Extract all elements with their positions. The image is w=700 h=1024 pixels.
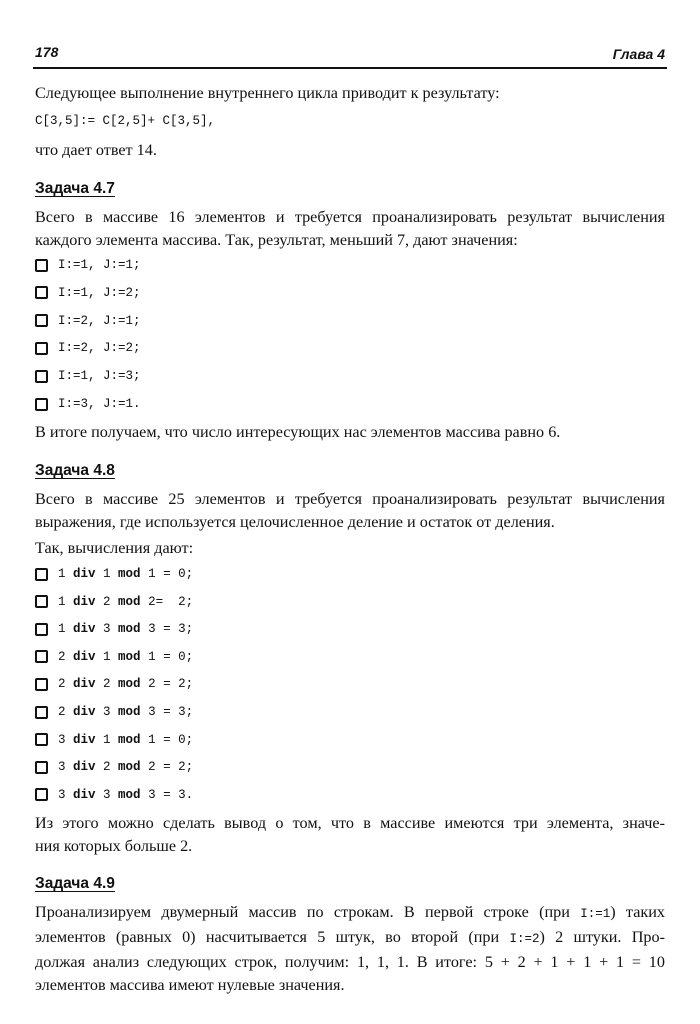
keyword: div (65, 567, 96, 581)
task-4-9-heading: Задача 4.9 (35, 875, 115, 892)
list-item (35, 650, 193, 664)
expression-part: 1 = 0; (140, 732, 194, 747)
list-item-text: I:=1, J:=1; (58, 258, 141, 272)
keyword: mod (110, 649, 141, 664)
task-4-8-heading: Задача 4.8 (35, 462, 115, 479)
keyword: mod (110, 787, 141, 802)
list-item (35, 760, 193, 774)
task-4-8-paragraph (35, 488, 665, 534)
expression-part: 1 (58, 622, 66, 637)
text-segment: ) таких (610, 903, 665, 921)
paragraph-line: каждого элемента массива. Так, результат, меньший 7, дают значения: (35, 231, 518, 249)
keyword: div (65, 732, 96, 747)
task-4-7-paragraph (35, 206, 665, 252)
keyword: mod (110, 760, 141, 775)
expression-part: 3 = 3; (140, 705, 194, 719)
expression-part: 3 (58, 760, 66, 775)
expression-part: 3 (95, 787, 111, 802)
expression-part: 1 (95, 732, 111, 747)
list-item (35, 314, 141, 328)
intro-answer: что дает ответ 14. (35, 141, 157, 159)
keyword: mod (110, 732, 141, 747)
intro-code: C[3,5]:= C[2,5]+ C[3,5], (35, 114, 216, 128)
keyword: div (65, 594, 96, 609)
list-item-text: I:=1, J:=2; (58, 285, 141, 300)
text-segment: должая анализ следующих строк, получим: 1, 1, 1. В итоге: 5 + 2 + 1 + 1 + 1 = 10 (35, 953, 665, 971)
expression-part: 1 = 0; (140, 567, 194, 581)
list-item (35, 595, 193, 609)
keyword: div (65, 622, 96, 637)
checkbox-bullet-icon (35, 286, 48, 299)
checkbox-bullet-icon (35, 706, 48, 719)
task-4-9-paragraph (35, 901, 665, 997)
keyword: mod (110, 705, 141, 719)
expression-part: 2 (58, 677, 66, 692)
checkbox-bullet-icon (35, 342, 48, 355)
list-item-text: I:=1, J:=3; (58, 369, 141, 384)
chapter-label: Глава 4 (612, 46, 665, 62)
list-item (35, 369, 141, 383)
expression-part: 2 (95, 677, 111, 692)
list-item (35, 622, 193, 636)
expression-part: 2 = 2; (140, 677, 194, 692)
text-segment: ) 2 штуки. Про- (539, 928, 665, 946)
list-item (35, 705, 193, 719)
list-item (35, 397, 141, 411)
expression-part: 3 = 3; (140, 622, 194, 637)
paragraph-line (35, 951, 665, 974)
text-segment: Проанализируем двумерный массив по строкам. В первой строке (при (35, 903, 581, 921)
checkbox-bullet-icon (35, 733, 48, 746)
paragraph-line (35, 926, 665, 951)
header-rule (33, 67, 667, 69)
paragraph-line (35, 974, 665, 997)
expression-part: 2 (95, 594, 111, 609)
expression-part: 2= 2; (140, 594, 194, 609)
expression-part: 1 (58, 594, 66, 609)
paragraph-line: Всего в массиве 16 элементов и требуется проанализировать результат вычисления (35, 208, 665, 226)
list-item (35, 567, 193, 581)
list-item (35, 733, 193, 747)
list-item-text: I:=2, J:=2; (58, 341, 141, 356)
expression-part: 2 (58, 705, 66, 719)
paragraph-line: ния которых больше 2. (35, 837, 193, 855)
expression-part: 2 (95, 760, 111, 775)
expression-part: 3 = 3. (140, 787, 194, 802)
keyword: mod (110, 594, 141, 609)
expression-part: 2 = 2; (140, 760, 194, 775)
task-4-7-heading: Задача 4.7 (35, 180, 115, 197)
expression-part: 1 (95, 567, 111, 581)
keyword: mod (110, 622, 141, 637)
checkbox-bullet-icon (35, 314, 48, 327)
list-item (35, 677, 193, 691)
task-4-8-lead: Так, вычисления дают: (35, 539, 194, 557)
paragraph-line: выражения, где используется целочисленное деление и остаток от деления. (35, 513, 555, 531)
intro-text: Следующее выполнение внутреннего цикла приводит к результату: (35, 84, 500, 102)
inline-code: I:=2 (509, 932, 540, 946)
checkbox-bullet-icon (35, 595, 48, 608)
checkbox-bullet-icon (35, 761, 48, 774)
checkbox-bullet-icon (35, 259, 48, 272)
expression-part: 3 (95, 622, 111, 637)
task-4-7-conclusion: В итоге получаем, что число интересующих нас элементов массива равно 6. (35, 423, 561, 441)
keyword: mod (110, 567, 141, 581)
paragraph-line (35, 901, 665, 926)
inline-code: I:=1 (580, 907, 611, 921)
text-segment: элементов массива имеют нулевые значения. (35, 976, 345, 994)
list-item (35, 286, 141, 300)
page-number: 178 (35, 44, 59, 60)
keyword: div (65, 787, 96, 802)
checkbox-bullet-icon (35, 398, 48, 411)
expression-part: 2 (58, 649, 66, 664)
list-item-text: I:=3, J:=1. (58, 397, 141, 411)
checkbox-bullet-icon (35, 370, 48, 383)
task-4-8-conclusion (35, 812, 665, 858)
checkbox-bullet-icon (35, 568, 48, 581)
keyword: div (65, 677, 96, 692)
keyword: div (65, 705, 96, 719)
list-item-text: I:=2, J:=1; (58, 313, 141, 328)
list-item (35, 341, 141, 355)
expression-part: 1 = 0; (140, 649, 194, 664)
expression-part: 1 (58, 567, 66, 581)
keyword: mod (110, 677, 141, 692)
list-item (35, 258, 141, 272)
expression-part: 3 (95, 705, 111, 719)
list-item (35, 788, 193, 802)
expression-part: 3 (58, 787, 66, 802)
expression-part: 3 (58, 732, 66, 747)
keyword: div (65, 760, 96, 775)
expression-part: 1 (95, 649, 111, 664)
text-segment: элементов (равных 0) насчитывается 5 штук, во второй (при (35, 928, 510, 946)
paragraph-line: Из этого можно сделать вывод о том, что в массиве имеются три элемента, значе- (35, 814, 665, 832)
checkbox-bullet-icon (35, 788, 48, 801)
keyword: div (65, 649, 96, 664)
checkbox-bullet-icon (35, 650, 48, 663)
checkbox-bullet-icon (35, 623, 48, 636)
checkbox-bullet-icon (35, 678, 48, 691)
paragraph-line: Всего в массиве 25 элементов и требуется проанализировать результат вычисления (35, 490, 665, 508)
